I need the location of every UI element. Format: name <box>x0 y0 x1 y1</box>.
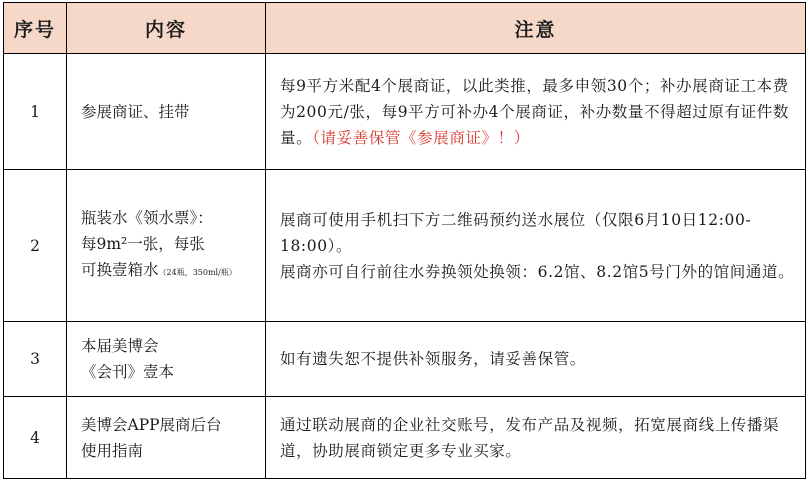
content-line: 《会刊》壹本 <box>81 363 175 381</box>
note-paragraph: 展商亦可自行前往水券换领处换领：6.2馆、8.2馆5号门外的馆间通道。 <box>280 262 795 281</box>
row-note <box>266 170 806 322</box>
note-paragraph: 展商可使用手机扫下方二维码预约送水展位（仅限6月10日12:00-18:00）。 <box>280 210 752 255</box>
content-line-text: 可换壹箱水 <box>81 261 159 279</box>
header-note: 注意 <box>266 3 806 54</box>
row-content <box>67 397 266 479</box>
row-note: 通过联动展商的企业社交账号，发布产品及视频，拓宽展商线上传播渠道，协助展商锁定更多专业买家。 <box>266 397 806 479</box>
content-line <box>81 257 255 286</box>
content-line: 美博会APP展商后台 <box>81 415 222 434</box>
note-text: 每9平方米配4个展商证，以此类推，最多申领30个；补办展商证工本费为200元/张，每9平方可补办4个展商证，补办数量不得超过原有证件数量。 <box>280 76 789 147</box>
content-line: 瓶装水《领水票》： <box>81 209 213 227</box>
table-header <box>4 3 806 54</box>
row-note: 如有遗失恕不提供补领服务，请妥善保管。 <box>266 322 806 397</box>
content-line: 使用指南 <box>81 441 144 460</box>
row-content <box>67 322 266 397</box>
row-content: 参展商证、挂带 <box>67 54 266 170</box>
header-number: 序号 <box>4 3 67 54</box>
note-warning: （请妥善保管《参展商证》！） <box>312 128 530 147</box>
row-note <box>266 54 806 170</box>
content-line: 本届美博会 <box>81 337 159 355</box>
row-number: 3 <box>4 322 67 397</box>
info-table <box>3 2 806 479</box>
table-body <box>4 54 806 479</box>
row-number: 4 <box>4 397 67 479</box>
content-small-note: （24瓶，350ml/瓶） <box>158 268 237 277</box>
row-number: 1 <box>4 54 67 170</box>
header-row <box>4 3 806 54</box>
table-row <box>4 397 806 479</box>
table-row <box>4 54 806 170</box>
row-content <box>67 170 266 322</box>
table-row <box>4 170 806 322</box>
header-content: 内容 <box>67 3 266 54</box>
content-line: 每9m²一张，每张 <box>81 235 205 253</box>
table-row <box>4 322 806 397</box>
row-number: 2 <box>4 170 67 322</box>
